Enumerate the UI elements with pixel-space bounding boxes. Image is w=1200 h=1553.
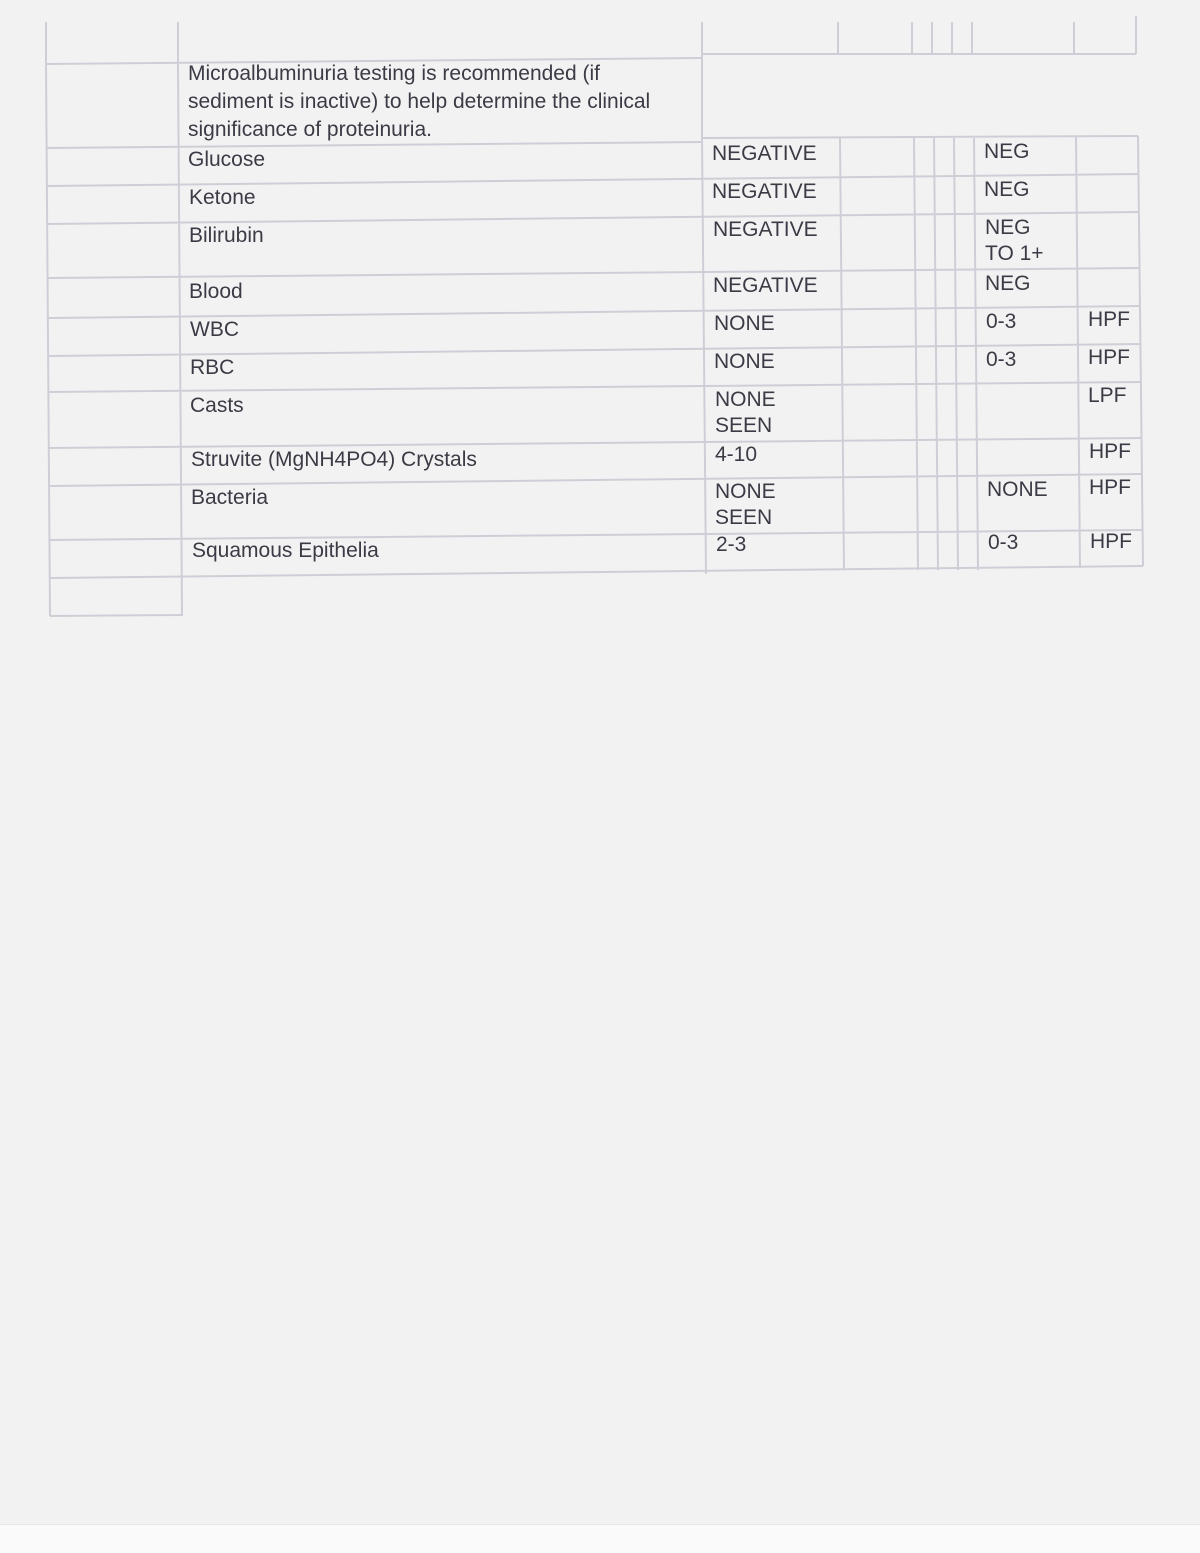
result-blood: NEGATIVE xyxy=(713,274,818,297)
test-name-ketone: Ketone xyxy=(189,186,256,209)
result-bilirubin: NEGATIVE xyxy=(713,218,818,241)
unit-struvite-crystals: HPF xyxy=(1089,440,1131,463)
test-name-casts: Casts xyxy=(190,394,244,417)
test-name-squamous-epithelia: Squamous Epithelia xyxy=(192,539,379,562)
result-ketone: NEGATIVE xyxy=(712,180,817,203)
test-name-blood: Blood xyxy=(189,280,243,303)
result-squamous-epithelia: 2-3 xyxy=(716,533,747,556)
reference-bacteria: NONE xyxy=(987,478,1048,501)
note-line: significance of proteinuria. xyxy=(188,118,432,141)
lab-results-table xyxy=(0,0,1200,700)
test-name-bilirubin: Bilirubin xyxy=(189,224,264,247)
reference-squamous-epithelia: 0-3 xyxy=(988,531,1019,554)
reference-rbc: 0-3 xyxy=(986,348,1017,371)
reference-bilirubin-line1: NEG xyxy=(985,216,1031,239)
reference-wbc: 0-3 xyxy=(986,310,1017,333)
note-line: sediment is inactive) to help determine the clinical xyxy=(188,90,651,113)
proteinuria-note xyxy=(188,60,688,144)
result-bacteria-line2: SEEN xyxy=(715,506,773,529)
unit-casts: LPF xyxy=(1088,384,1127,407)
result-wbc: NONE xyxy=(714,312,775,335)
reference-bilirubin-line2: TO 1+ xyxy=(985,242,1044,265)
unit-rbc: HPF xyxy=(1088,346,1130,369)
test-name-bacteria: Bacteria xyxy=(191,486,269,509)
note-line: Microalbuminuria testing is recommended (if xyxy=(188,62,600,85)
result-casts-line2: SEEN xyxy=(715,414,773,437)
result-rbc: NONE xyxy=(714,350,775,373)
test-name-wbc: WBC xyxy=(190,318,239,341)
test-name-glucose: Glucose xyxy=(188,148,266,171)
scan-bottom-edge xyxy=(0,1524,1200,1553)
test-name-rbc: RBC xyxy=(190,356,235,379)
unit-wbc: HPF xyxy=(1088,308,1130,331)
reference-blood: NEG xyxy=(985,272,1031,295)
result-glucose: NEGATIVE xyxy=(712,142,817,165)
result-struvite-crystals: 4-10 xyxy=(715,443,758,466)
result-casts-line1: NONE xyxy=(715,388,776,411)
reference-ketone: NEG xyxy=(984,178,1030,201)
unit-squamous-epithelia: HPF xyxy=(1090,530,1132,553)
reference-glucose: NEG xyxy=(984,140,1030,163)
test-name-struvite-crystals: Struvite (MgNH4PO4) Crystals xyxy=(191,448,477,471)
result-bacteria-line1: NONE xyxy=(715,480,776,503)
unit-bacteria: HPF xyxy=(1089,476,1131,499)
